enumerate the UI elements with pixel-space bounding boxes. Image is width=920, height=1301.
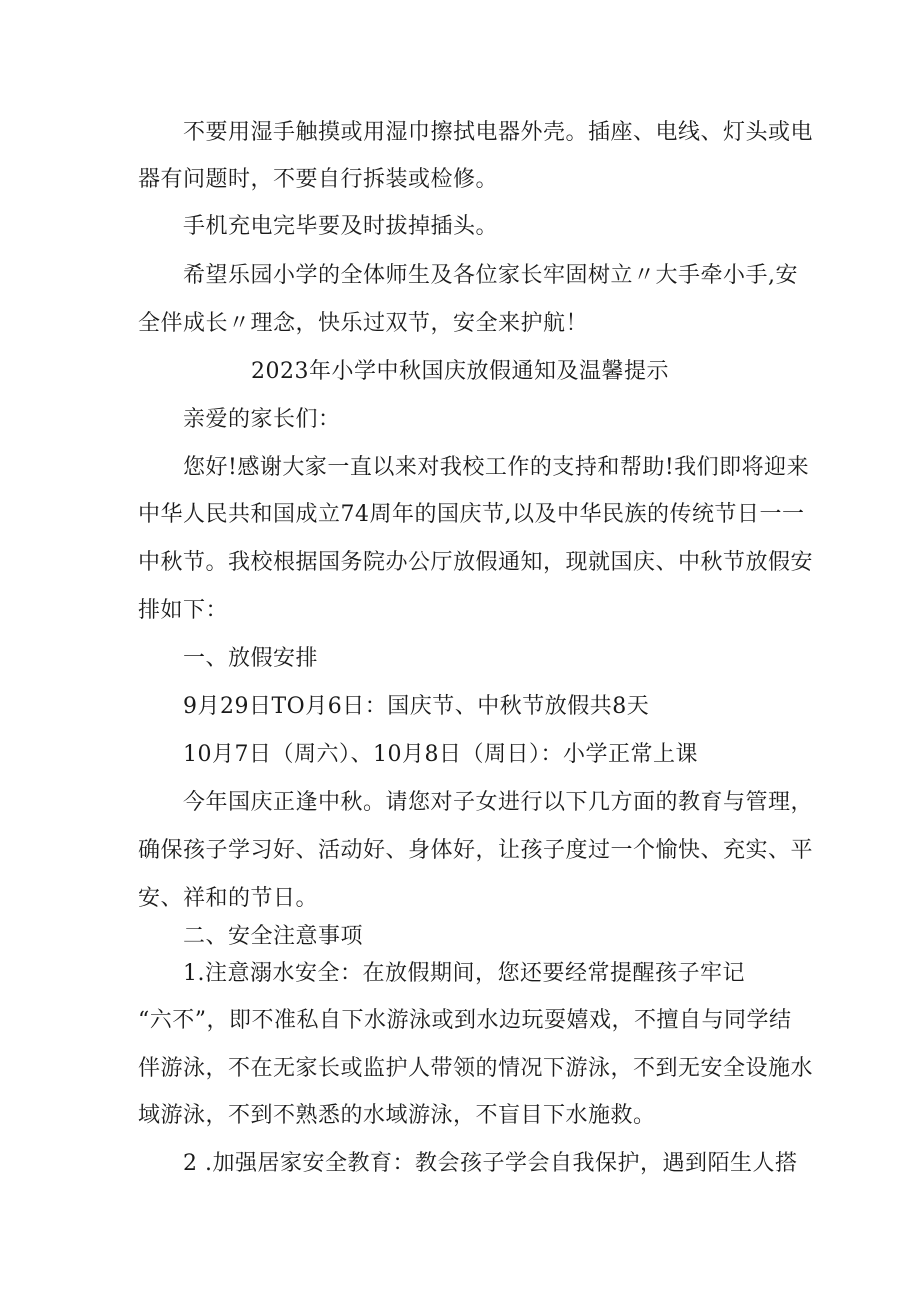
paragraph-line: 中秋节。我校根据国务院办公厅放假通知，现就国庆、中秋节放假安 <box>138 550 814 575</box>
paragraph-line: 安、祥和的节日。 <box>138 886 319 911</box>
paragraph-line: 今年国庆正逢中秋。请您对子女进行以下几方面的教育与管理， <box>183 790 814 815</box>
paragraph-line: “六不”，即不准私自下水游泳或到水边玩耍嬉戏，不擅自与同学结 <box>138 1008 792 1033</box>
paragraph-line: 伴游泳，不在无家长或监护人带领的情况下游泳，不到无安全设施水 <box>138 1056 814 1081</box>
paragraph-line: 您好!感谢大家一直以来对我校工作的支持和帮助!我们即将迎来 <box>183 455 810 480</box>
paragraph-line: 全伴成长〃理念，快乐过双节，安全来护航！ <box>138 311 589 336</box>
section-heading: 二、安全注意事项 <box>183 924 364 949</box>
document-title: 2023年小学中秋国庆放假通知及温馨提示 <box>251 359 669 384</box>
paragraph-line: 排如下： <box>138 598 229 623</box>
schedule-line: 10月7日（周六）、10月8日（周日）：小学正常上课 <box>183 742 698 767</box>
schedule-line: 9月29日TO月6日：国庆节、中秋节放假共8天 <box>183 694 650 719</box>
section-heading: 一、放假安排 <box>183 646 319 671</box>
paragraph-line: 确保孩子学习好、活动好、身体好，让孩子度过一个愉快、充实、平 <box>138 838 814 863</box>
paragraph-line: 2 .加强居家安全教育：教会孩子学会自我保护，遇到陌生人搭 <box>183 1151 798 1176</box>
paragraph-line: 器有问题时，不要自行拆装或检修。 <box>138 167 499 192</box>
paragraph-line: 1.注意溺水安全：在放假期间，您还要经常提醒孩子牢记 <box>183 961 745 986</box>
salutation: 亲爱的家长们： <box>183 407 341 432</box>
paragraph-line: 中华人民共和国成立74周年的国庆节,以及中华民族的传统节日一一 <box>138 502 805 527</box>
paragraph-line: 希望乐园小学的全体师生及各位家长牢固树立〃大手牵小手,安 <box>183 263 798 288</box>
paragraph-line: 手机充电完毕要及时拔掉插头。 <box>183 214 499 239</box>
paragraph-line: 域游泳，不到不熟悉的水域游泳，不盲目下水施救。 <box>138 1103 656 1128</box>
paragraph-line: 不要用湿手触摸或用湿巾擦拭电器外壳。插座、电线、灯头或电 <box>183 120 814 145</box>
